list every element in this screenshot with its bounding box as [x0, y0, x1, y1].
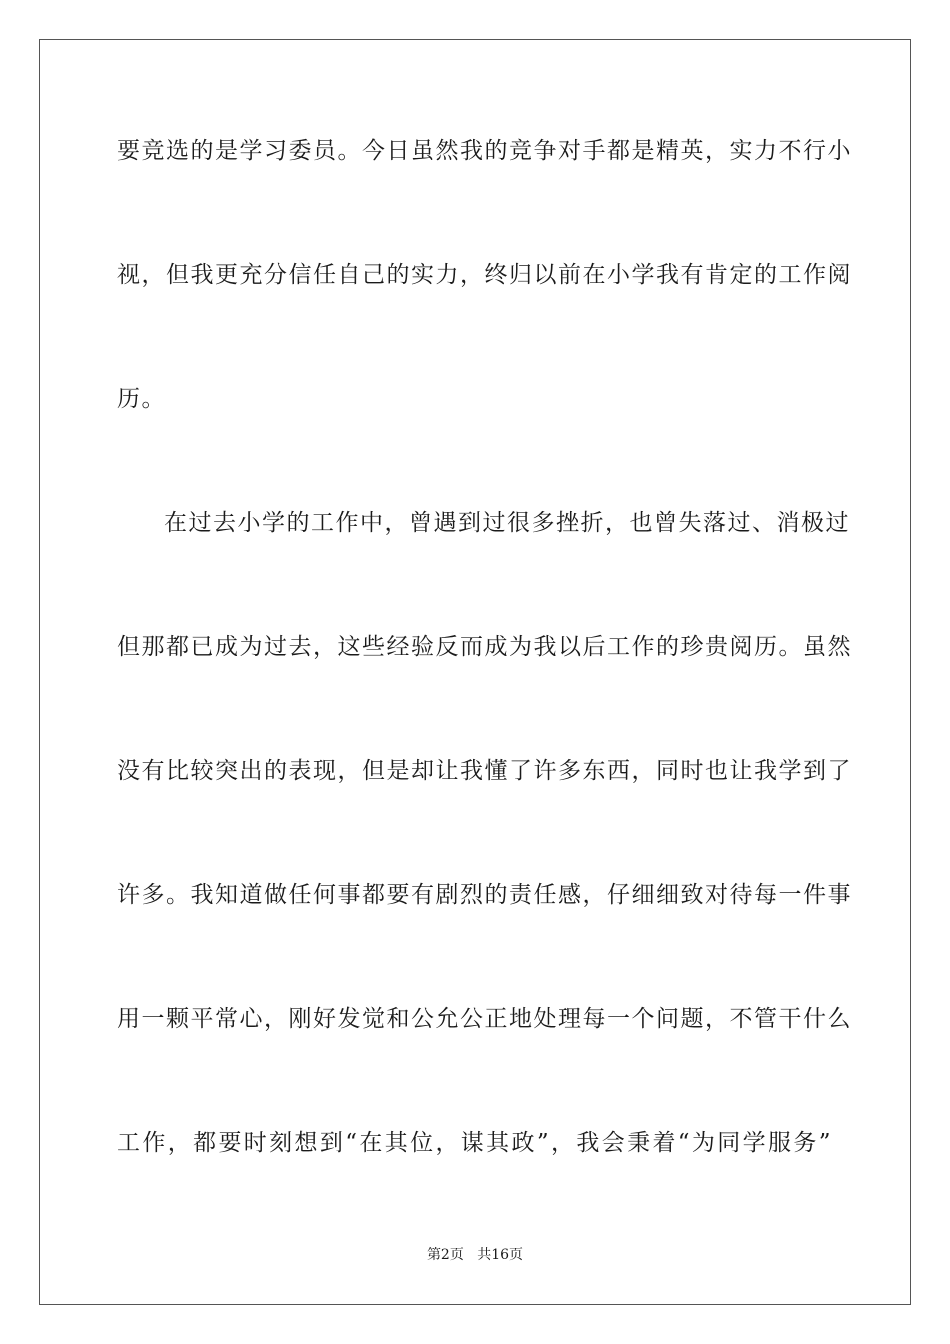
text-line: 但那都已成为过去，这些经验反而成为我以后工作的珍贵阅历。虽然 [117, 634, 852, 660]
text-line: 视，但我更充分信任自己的实力，终归以前在小学我有肯定的工作阅 [117, 262, 852, 288]
text-line: 工作，都要时刻想到“在其位，谋其政”，我会秉着“为同学服务” [117, 1130, 832, 1156]
page-number: 第2页 [426, 1247, 464, 1263]
paragraph-first-line: 在过去小学的工作中，曾遇到过很多挫折，也曾失落过、消极过 [164, 510, 850, 536]
text-line: 历。 [117, 386, 166, 412]
text-line: 要竞选的是学习委员。今日虽然我的竞争对手都是精英，实力不行小 [117, 138, 852, 164]
text-line: 许多。我知道做任何事都要有剧烈的责任感，仔细细致对待每一件事 [117, 882, 852, 908]
page-total: 共16页 [477, 1247, 524, 1263]
text-line: 用一颗平常心，刚好发觉和公允公正地处理每一个问题，不管干什么 [117, 1006, 852, 1032]
page-border [39, 39, 911, 1305]
text-line: 没有比较突出的表现，但是却让我懂了许多东西，同时也让我学到了 [117, 758, 852, 784]
page-footer [0, 1246, 950, 1264]
